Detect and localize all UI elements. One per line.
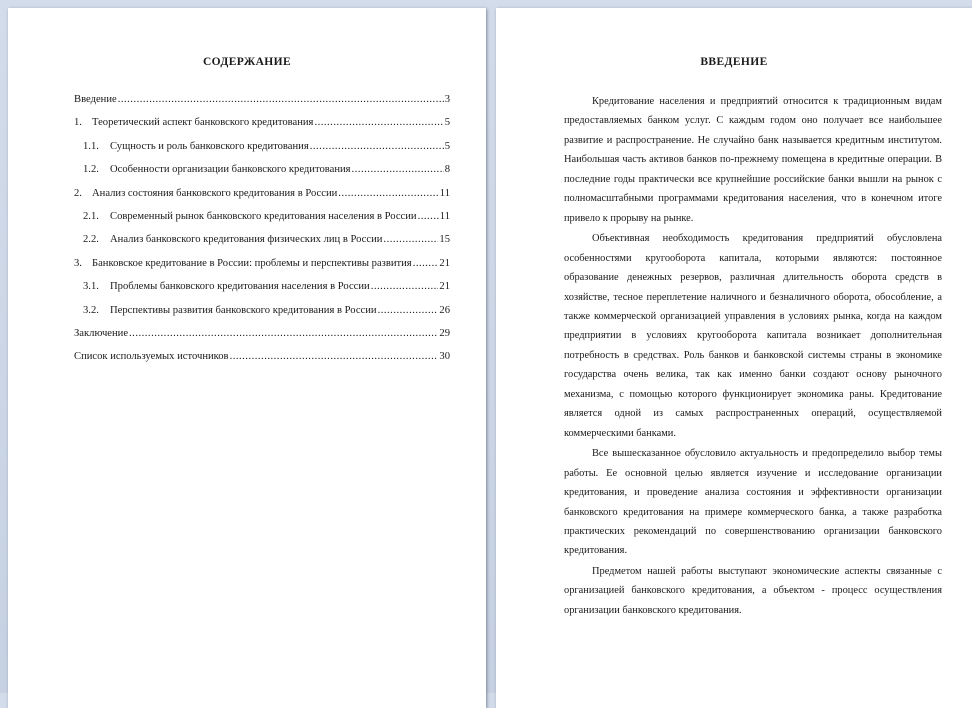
- toc-entry-title: Список используемых источников: [74, 351, 229, 363]
- toc-entry-page: 11: [439, 187, 450, 199]
- toc-entry-title: Теоретический аспект банковского кредитования: [92, 117, 314, 129]
- toc-entry-title: Банковское кредитование в России: проблемы и перспективы развития: [92, 257, 412, 269]
- toc-entry-number: 3.1.: [83, 281, 99, 293]
- toc-entry-title: Заключение: [74, 327, 129, 339]
- toc-entry-title: Анализ банковского кредитования физических лиц в России: [110, 234, 383, 246]
- toc-dot-leader: [418, 211, 439, 222]
- toc-entry: [74, 234, 450, 257]
- toc-entry: [74, 211, 450, 234]
- toc-entry-number: 1.2.: [83, 164, 99, 176]
- toc-entry-title: Современный рынок банковского кредитования населения в России: [110, 210, 417, 222]
- toc-entry-number: 3.: [74, 257, 82, 269]
- introduction-body: [564, 92, 942, 621]
- toc-entry-title: Проблемы банковского кредитования населения в России: [110, 281, 370, 293]
- toc-entry: [74, 94, 450, 117]
- toc-dot-leader: [230, 351, 439, 362]
- toc-dot-leader: [314, 117, 443, 128]
- toc-entry-number: 3.2.: [83, 304, 99, 316]
- toc-dot-leader: [118, 94, 444, 105]
- toc-entry-page: 5: [444, 117, 450, 129]
- toc-entry-title: Анализ состояния банковского кредитования в России: [92, 187, 338, 199]
- page-introduction: [496, 8, 972, 708]
- toc-entry: [74, 281, 450, 304]
- toc-entry-page: 30: [439, 351, 450, 363]
- body-paragraph: Объективная необходимость кредитования предприятий обусловлена особенностями кругооборота капитала, которыми являются: постоянное образование денежных резервов, различная длительность оборота средств в хозяйстве, тесное переплетение наличного и безналичного оборота, обособление, а также коммерческой организацией управления в условиях рынка, когда на каждом предприятии в условиях кругооборота капитала возникает дополнительная потребность в средствах. Роль банков и банковской системы страны в экономике государства очень велика, так как именно банки создают основу рыночного механизма, с помощью которого функционирует экономика раны. Кредитование является одной из самых распространенных операций, осуществляемой коммерческими банками.: [564, 233, 942, 439]
- toc-entry-number: 2.: [74, 187, 82, 199]
- toc-entry: [74, 305, 450, 328]
- toc-dot-leader: [383, 234, 438, 245]
- toc-entry-number: 1.1.: [83, 140, 99, 152]
- toc-entry: [74, 117, 450, 140]
- toc-entry-page: 21: [439, 257, 450, 269]
- toc-entry-page: 5: [444, 140, 450, 152]
- toc-entry-page: 29: [439, 327, 450, 339]
- table-of-contents: [74, 94, 450, 375]
- toc-entry: [74, 188, 450, 211]
- toc-dot-leader: [310, 141, 444, 152]
- introduction-title: ВВЕДЕНИЕ: [700, 56, 768, 68]
- toc-dot-leader: [378, 305, 439, 316]
- toc-entry-title: Особенности организации банковского кредитования: [110, 164, 351, 176]
- body-paragraph: Все вышесказанное обусловило актуальность и предопределило выбор темы работы. Ее основной целью является изучение и исследование организации кредитования, и проведение анализа состояния и эффективности организации банковского кредитования на примере коммерческого банка, а также разработка практических рекомендаций по совершенствованию организации банковского кредитования.: [564, 448, 942, 557]
- body-paragraph: Кредитование населения и предприятий относится к традиционным видам предоставляемых банком услуг. С каждым годом оно получает все наибольшее развитие и распространение. Не случайно банк называется кредитным институтом. Наибольшая часть активов банков по-прежнему помещена в кредитные операции. В последние годы практически все крупнейшие российские банки вышли на рынок с полномасштабными программами кредитования населения, что в конечном итоге привело к прорыву на рынке.: [564, 96, 942, 224]
- toc-entry: [74, 164, 450, 187]
- toc-entry-number: 1.: [74, 117, 82, 129]
- toc-entry-page: 26: [439, 304, 450, 316]
- toc-entry-title: Сущность и роль банковского кредитования: [110, 140, 309, 152]
- toc-entry-title: Перспективы развития банковского кредитования в России: [110, 304, 377, 316]
- contents-title: СОДЕРЖАНИЕ: [202, 56, 292, 68]
- toc-entry-page: 15: [439, 234, 450, 246]
- toc-entry-title: Введение: [74, 94, 117, 105]
- toc-dot-leader: [338, 188, 439, 199]
- page-contents: [8, 8, 486, 708]
- toc-entry-page: 11: [439, 210, 450, 222]
- toc-dot-leader: [352, 164, 444, 175]
- toc-dot-leader: [129, 328, 438, 339]
- toc-entry: [74, 328, 450, 351]
- body-paragraph: Предметом нашей работы выступают экономические аспекты связанные с организацией банковского кредитования, а объектом - процесс осуществления организации банковского кредитования.: [564, 565, 942, 616]
- toc-entry-page: 3: [444, 94, 450, 105]
- toc-entry: [74, 141, 450, 164]
- toc-entry: [74, 258, 450, 281]
- toc-entry-page: 8: [444, 164, 450, 176]
- toc-dot-leader: [371, 281, 439, 292]
- toc-entry: [74, 351, 450, 374]
- toc-dot-leader: [413, 258, 439, 269]
- toc-entry-number: 2.1.: [83, 210, 99, 222]
- toc-entry-page: 21: [439, 281, 450, 293]
- toc-entry-number: 2.2.: [83, 234, 99, 246]
